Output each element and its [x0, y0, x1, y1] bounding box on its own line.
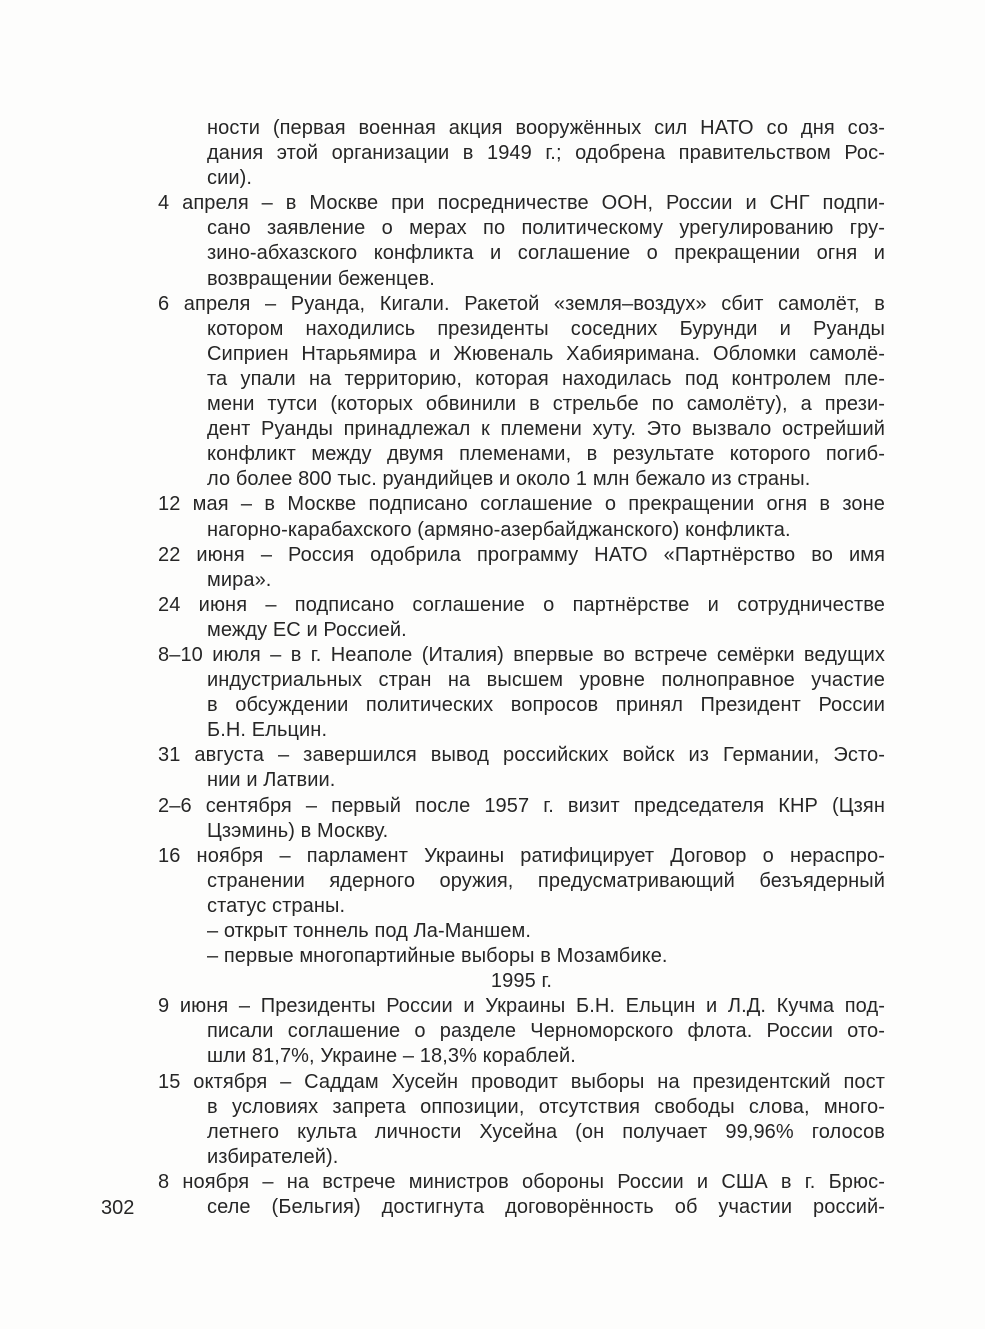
text-line: 6 апреля – Руанда, Кигали. Ракетой «земля–воздух» сбит самолёт, в	[158, 292, 885, 315]
chronology-entry	[158, 492, 885, 542]
text-line: – первые многопартийные выборы в Мозамбике.	[207, 945, 668, 968]
text-line: странении ядерного оружия, предусматривающий безъядерный	[207, 869, 885, 892]
text-line: – открыт тоннель под Ла-Маншем.	[207, 920, 532, 942]
chronology-entry	[158, 191, 885, 291]
text-line: Б.Н. Ельцин.	[207, 719, 328, 742]
text-line: котором находились президенты соседних Бурунди и Руанды	[207, 317, 885, 340]
chronology-entry	[158, 994, 885, 1069]
chronology-entry	[158, 543, 885, 593]
text-line: та упали на территорию, которая находилась под контролем пле-	[207, 367, 885, 390]
text-line: 9 июня – Президенты России и Украины Б.Н. Ельцин и Л.Д. Кучма под-	[158, 995, 885, 1018]
text-line: в обсуждении политических вопросов принял Президент России	[207, 694, 885, 717]
text-line: писали соглашение о разделе Черноморского флота. России ото-	[207, 1020, 885, 1043]
chronology-entry	[158, 1170, 885, 1220]
text-line: 8–10 июля – в г. Неаполе (Италия) впервые во встрече семёрки ведущих	[158, 643, 885, 666]
chronology-entry	[158, 844, 885, 919]
text-line: индустриальных стран на высшем уровне полноправное участие	[207, 669, 885, 692]
text-line: зино-абхазского конфликта и соглашение о прекращении огня и	[207, 242, 885, 265]
text-line: 8 ноября – на встрече министров обороны России и США в г. Брюс-	[158, 1170, 885, 1193]
text-line: Цзэминь) в Москву.	[207, 819, 389, 842]
text-line: мира».	[207, 568, 272, 591]
chronology-entry	[158, 292, 885, 493]
text-line: 2–6 сентября – первый после 1957 г. визит председателя КНР (Цзян	[158, 794, 885, 817]
text-line: мени тутси (которых обвинили в стрельбе по самолёту), а прези-	[207, 393, 885, 416]
text-line: сано заявление о мерах по политическому урегулированию гру-	[207, 217, 885, 240]
chronology-entry	[158, 919, 885, 944]
text-line: нии и Латвии.	[207, 769, 336, 792]
text-line: летнего культа личности Хусейна (он получает 99,96% голосов	[207, 1120, 885, 1143]
text-line: 22 июня – Россия одобрила программу НАТО «Партнёрство во имя	[158, 543, 885, 566]
chronology-entry	[158, 643, 885, 743]
chronology-entry	[158, 116, 885, 191]
text-line: в условиях запрета оппозиции, отсутствия свободы слова, много-	[207, 1095, 885, 1118]
chronology-entry	[158, 593, 885, 643]
text-line: между ЕС и Россией.	[207, 618, 407, 641]
text-line: избирателей).	[207, 1145, 339, 1168]
text-line: сии).	[207, 167, 253, 190]
text-line: конфликт между двумя племенами, в результате которого погиб-	[207, 443, 885, 466]
chronology-entry	[158, 743, 885, 793]
text-line: ности (первая военная акция вооружённых сил НАТО со дня соз-	[207, 117, 885, 139]
text-line: возвращении беженцев.	[207, 267, 435, 290]
text-line: шли 81,7%, Украине – 18,3% кораблей.	[207, 1045, 576, 1068]
chronology-text	[158, 116, 885, 1220]
text-line: статус страны.	[207, 894, 346, 917]
text-line: селе (Бельгия) достигнута договорённость об участии россий-	[207, 1196, 885, 1219]
text-line: дания этой организации в 1949 г.; одобрена правительством Рос-	[207, 142, 885, 165]
chronology-entry	[158, 944, 885, 969]
text-line: ло более 800 тыс. руандийцев и около 1 млн бежало из страны.	[207, 468, 811, 491]
text-line: дент Руанды принадлежал к племени хуту. Это вызвало острейший	[207, 418, 885, 441]
text-line: 31 августа – завершился вывод российских войск из Германии, Эсто-	[158, 744, 885, 767]
chronology-entry	[158, 794, 885, 844]
text-line: Сиприен Нтарьямира и Жювеналь Хабияримана. Обломки самолё-	[207, 342, 885, 365]
chronology-entry	[158, 1070, 885, 1170]
text-line: 4 апреля – в Москве при посредничестве ООН, России и СНГ подпи-	[158, 192, 885, 215]
text-line: 15 октября – Саддам Хусейн проводит выборы на президентский пост	[158, 1070, 885, 1093]
year-heading: 1995 г.	[490, 970, 553, 993]
page-number: 302	[101, 1197, 135, 1219]
text-line: нагорно-карабахского (армяно-азербайджанского) конфликта.	[207, 518, 791, 541]
text-line: 24 июня – подписано соглашение о партнёрстве и сотрудничестве	[158, 593, 885, 616]
text-line: 12 мая – в Москве подписано соглашение о прекращении огня в зоне	[158, 493, 885, 516]
text-line: 16 ноября – парламент Украины ратифицирует Договор о нераспро-	[158, 844, 885, 867]
